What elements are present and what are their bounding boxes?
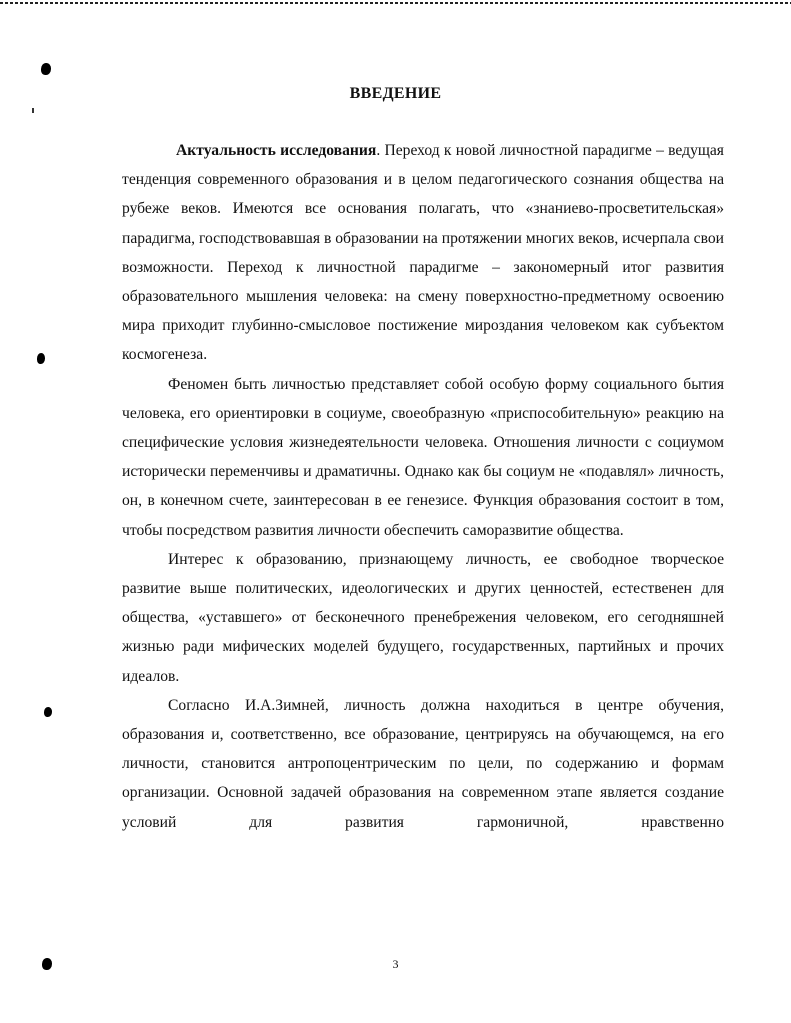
punch-hole-mark [44,707,52,717]
paragraph [122,136,724,370]
punch-hole-mark [37,353,45,364]
paragraph: Согласно И.А.Зимней, личность должна находиться в центре обучения, образования и, соответственно, все образование, центрируясь на обучающемся, на его личности, становится антропоцентрическим по цели, по содержанию и формам организации. Основной задачей образования на современном этапе является создание условий для развития гармоничной, нравственно [122,696,724,831]
lead-in-bold: Актуальность исследования [176,142,377,159]
document-body [122,136,724,837]
paragraph: Интерес к образованию, признающему личность, ее свободное творческое развитие выше политических, идеологических и других ценностей, естественен для общества, «уставшего» от бесконечного пренебрежения человеком, его сегодняшней жизнью ради мифических моделей будущего, государственных, партийных и прочих идеалов. [122,550,724,685]
scan-tick-mark [32,108,34,113]
scan-top-border [0,2,791,4]
page-number: 3 [392,957,399,971]
paragraph: Феномен быть личностью представляет собой особую форму социального бытия человека, его ориентировки в социуме, своеобразную «приспособительную» реакцию на специфические условия жизнедеятельности человека. Отношения личности с социумом исторически переменчивы и драматичны. Однако как бы социум не «подавлял» личность, он, в конечном счете, заинтересован в ее генезисе. Функция образования состоит в том, чтобы посредством развития личности обеспечить саморазвитие общества. [122,375,724,539]
punch-hole-mark [41,63,51,75]
paragraph-text: . Переход к новой личностной парадигме – ведущая тенденция современного образования и в целом педагогического сознания общества на рубеже веков. Имеются все основания полагать, что «знаниево-просветительская» парадигма, господствовавшая в образовании на протяжении многих веков, исчерпала свои возможности. Переход к личностной парадигме – закономерный итог развития образовательного мышления человека: на смену поверхностно-предметному освоению мира приходит глубинно-смысловое постижение мироздания человеком как субъектом космогенеза. [122,142,724,364]
page-title: ВВЕДЕНИЕ [349,85,442,102]
